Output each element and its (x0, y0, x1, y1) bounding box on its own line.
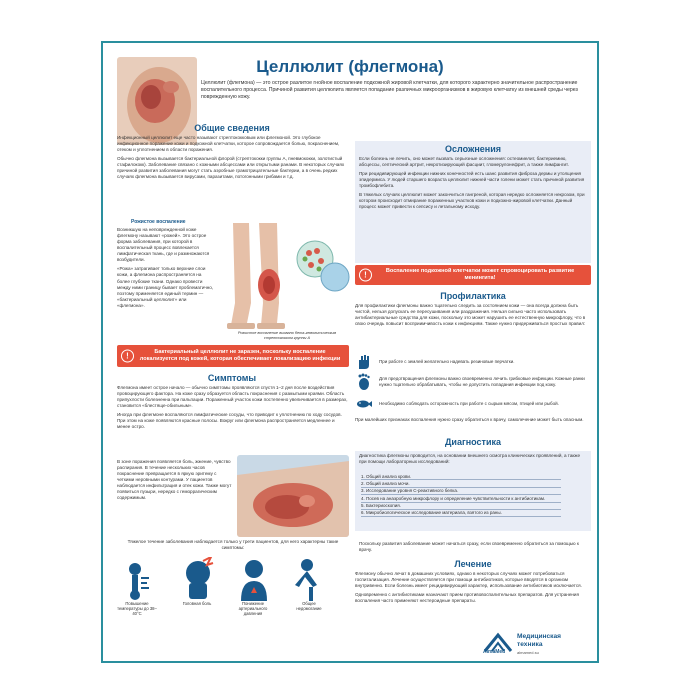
diagnostics-item: 4. Посев на анаэробную микрофлору и определение чувствительности к антибиотикам. (361, 495, 561, 502)
erysipelas-title: Рожистое воспаление (131, 219, 186, 225)
logo-name: AlmaMed (483, 649, 506, 655)
general-p4: «Рожа» затрагивает только верхние слои кожи, а флегмона распространяется на более глубокие ткани. Однако провести между ними границу бывает проблематично, поэтому применяется единый термин — «бактериальный целлюлит» или «флегмона». (117, 266, 214, 308)
legs-caption: Рожистое воспаление вызвано бета-гемолитическим стрептококком группы А (237, 331, 337, 340)
warning-icon: ! (121, 350, 134, 363)
complications-text (359, 156, 587, 260)
prophylaxis-item-text: Для предотвращения флегмоны важно своевременно лечить грибковые инфекции. Кожные ранки нужно тщательно обрабатывать, чтобы не допустить попадания инфекции под кожу. (379, 376, 585, 387)
banner-not-contagious (117, 345, 349, 367)
symptoms-p2: Иногда при флегмоне воспаляются лимфатические сосуды, что приводит к уплотнению по ходу сосудов. При этом на коже появляются красные полосы. Вокруг или флегмона распространяется медленнее и менее остро. (117, 412, 342, 430)
prophylaxis-outro: При малейших признаках воспаления нужно сразу обратиться к врачу, самолечение может быть опасным. (355, 417, 584, 422)
complications-heading: Осложнения (444, 144, 502, 154)
diagnostics-outro: Поскольку развития заболевание может начаться сразу, если своевременно обратиться за помощью к врачу. (359, 541, 579, 553)
treatment-p1: Флегмону обычно лечат в домашних условиях, однако в некоторых случаях может потребоваться госпитализация. Лечение осуществляется при помощи антибиотиков, которые вводятся в организм внутривенно. Если болезнь имеет рецидивирующий характер, использование антибиотиков исключается. (355, 571, 582, 589)
banner-meningitis (355, 265, 591, 285)
treatment-p2: Одновременно с антибиотиками назначают прием противовоспалительных препаратов. Для устранения воспаления часто применяют нестероидные препараты. (355, 592, 579, 604)
logo-site: almamed.su (517, 650, 539, 655)
diagnostics-list (361, 473, 561, 517)
prophylaxis-item (355, 395, 591, 413)
treatment-text (355, 571, 591, 627)
prophylaxis-item (355, 353, 591, 371)
diagnostics-item: 1. Общий анализ крови. (361, 473, 561, 480)
foot-icon (355, 373, 373, 391)
symptoms-text-mid (117, 459, 233, 535)
symptoms-text-severe: Тяжелое течение заболевания наблюдается только у трети пациентов, для него характерны такие симптомы: (127, 539, 339, 551)
banner-meningitis-text: Воспаление подкожной клетчатки может спровоцировать развитие менингита! (385, 268, 575, 281)
prophylaxis-intro: Для профилактики флегмоны важно тщательно следить за состоянием кожи — она всегда должна быть чистой, нельзя допускать ее пересушивания или раздражения. Нельзя сильно часто использовать антибактериальные средства для кожи, поскольку это может нарушить ее естественную микрофлору, что в свою очередь повысит восприимчивость кожи к инфекциям. Также нужно придерживаться простых правил: (355, 303, 586, 327)
symptoms-heading: Симптомы (207, 373, 257, 383)
diagnostics-item: 5. Бактериоскопия. (361, 503, 561, 510)
general-p3: Возникшую на неповрежденной коже флегмону называют «рожей». Это острое форма заболевания, при которой в воспалительный процесс вовлекается лимфатическая ткань, где и размножаются возбудители. (117, 227, 210, 263)
symptom-label-fever: Повышение температуры до 38–40°С (117, 601, 157, 617)
diagnostics-item: 3. Исследование уровня С-реактивного белка. (361, 488, 561, 495)
fatigue-icon (293, 557, 327, 601)
general-heading: Общие сведения (194, 123, 270, 133)
almamed-logo (483, 631, 593, 657)
symptoms-p3: В зоне поражения появляется боль, жжение, чувство распирания. В течение нескольких часов покраснение превращается в яркую эритему с четкими неровными контурами. У пациентов наблюдается инфильтрация и отек кожи. Также могут появиться пузыри, нередко с геморрагическим содержимым. (117, 459, 232, 501)
logo-line1: Медицинская (517, 633, 561, 640)
intro-text: Целлюлит (флегмона) — это острое разлитое гнойное воспаление подкожной жировой клетчатки, для которого характерно значительное распространение воспалительного процесса. Причиной развития целлюлита является попадание различных микроорганизмов в жировую клетчатку из внешней среды через поврежденную кожу. (201, 80, 578, 100)
photo-legs-erysipelas (219, 223, 295, 331)
fish-meat-icon (355, 395, 373, 413)
photo-leg-cellulitis (237, 455, 349, 537)
complications-p2: При рецидивирующей инфекции нижних конечностей есть шанс развития фиброза дермы и утолщения эпидермиса. У людей старшего возраста целлюлит нижней части голени может стать причиной развития тромбофлебита. (359, 171, 585, 189)
prophylaxis-heading: Профилактика (440, 291, 506, 301)
prophylaxis-item-text: При работе с землей желательно надевать резиновые перчатки. (379, 359, 515, 365)
glove-icon (355, 353, 373, 371)
diagnostics-item: 2. Общий анализ мочи. (361, 480, 561, 487)
diagnostics-heading: Диагностика (445, 437, 501, 447)
symptoms-text-top (117, 385, 349, 455)
blood-pressure-icon (237, 557, 271, 601)
diagnostics-item: 6. Микробиологическое исследование материала, взятого из раны. (361, 510, 561, 517)
poster (101, 41, 599, 663)
bacteria-illustration (295, 237, 351, 293)
prophylaxis-item (355, 373, 591, 391)
complications-p1: Если болезнь не лечить, оно может вызвать серьезные осложнения: остеомиелит, бактериемию, абсцессы, септический артрит, некротизирующий фасциит, гломерулонефрит, а также лимфангит. (359, 156, 569, 168)
symptoms-p1: Флегмона имеет острое начало — обычно симптомы проявляются спустя 1–2 дня после воздействия провоцирующего фактора. На коже сразу образуется область покраснения с размытыми краями. Область припухлости болезненна при пальпации. Пораженный участок кожи постепенно увеличивается в размерах, становится «блестяще-обильным». (117, 385, 348, 409)
diagnostics-intro: Диагностика флегмоны проводится, на основании внешнего осмотра клинических проявлений, а также при помощи лабораторных исследований: (359, 453, 581, 465)
thermometer-icon (123, 557, 153, 601)
erysipelas-text (117, 227, 215, 337)
general-p2: Обычно флегмона вызывается бактериальной флорой (стрептококки группы А, пневмококки, золотистый стафилококк). Заболевание связано с кожными абсцессами или открытыми ранами. В некоторых случаях причиной развития заболевания могут стать аэробные грамотрицательные бактерии, а в очень редких случаях флегмона вызывается вирусами, паразитами, потогонными грибами и т.д. (117, 156, 345, 180)
banner-not-contagious-text: Бактериальный целлюлит не заразен, поскольку воспаление локализуется под кожей, которая обеспечивает локализацию инфекции (139, 349, 341, 362)
general-p1: Инфекционный целлюлит еще часто называют стрептококковым или флегмоной. Это глубокое инфекционное поражение кожи и подкожной клетчатки, которое сопровождается болью, покраснением, отеком и уплотнением в области поражения. (117, 135, 340, 153)
headache-icon (181, 557, 215, 601)
warning-icon: ! (359, 269, 372, 282)
poster-title: Целлюлит (флегмона) (256, 57, 444, 76)
treatment-heading-visible: Лечение (454, 559, 492, 569)
complications-p3: В тяжелых случаях целлюлит может закончиться гангреной, которая нередко осложняется некрозом, при котором происходит отмирание пораженных участков кожи и подкожно-жировой клетчатки. Данный процесс может привести к сепсису и летальному исходу. (359, 192, 585, 210)
prophylaxis-item-text: Необходимо соблюдать осторожность при работе с сырым мясом, птицей или рыбой. (379, 401, 559, 407)
logo-line2: техника (517, 641, 543, 648)
symptom-label-malaise: Общее недомогание (296, 601, 322, 612)
symptom-label-headache: Головная боль (182, 601, 212, 606)
symptom-label-pressure: Понижение артериального давления (238, 601, 268, 617)
